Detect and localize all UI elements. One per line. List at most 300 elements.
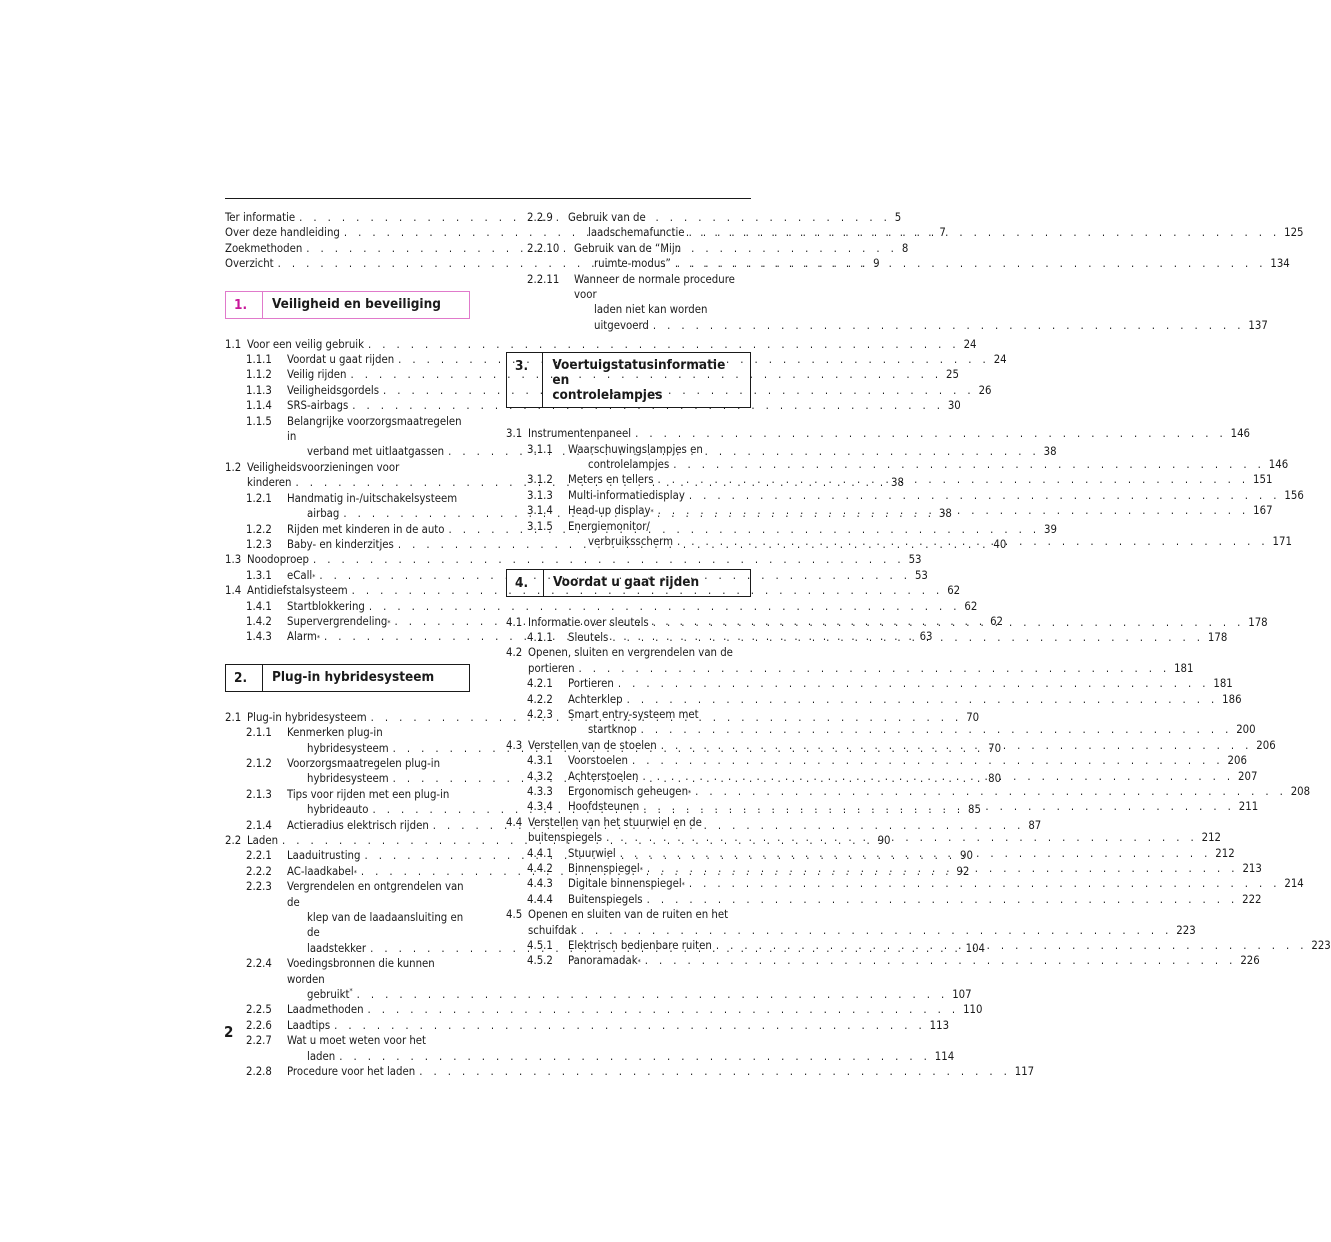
toc-entry xyxy=(506,753,1247,768)
toc-entry-page: 30 xyxy=(947,399,961,413)
section-number: 1. xyxy=(226,292,263,318)
toc-entry-title: buitenspiegels xyxy=(528,831,603,845)
toc-entry-title: ruimte-modus” xyxy=(594,257,671,271)
dot-leader xyxy=(645,953,1237,968)
toc-entry-number: 3.1.1 xyxy=(527,442,553,456)
toc-entry-page: 62 xyxy=(947,584,961,598)
toc-entry-page: 53 xyxy=(908,553,922,567)
toc-entry-title: portieren xyxy=(528,661,575,675)
toc-entry xyxy=(225,1002,983,1017)
toc-entry-page: 25 xyxy=(946,368,959,382)
toc-entry-page: 9 xyxy=(873,257,880,271)
toc-entry-number: 2.2.6 xyxy=(246,1018,272,1032)
toc-entry-title: controlelampjes xyxy=(588,458,670,472)
dot-leader xyxy=(689,488,1281,503)
toc-entry xyxy=(225,599,978,614)
toc-entry-last-line xyxy=(287,1018,950,1033)
toc-entry-title: Achterklep xyxy=(568,692,623,706)
toc-entry-last-line xyxy=(568,753,1247,768)
section-title xyxy=(543,353,750,407)
toc-entry-page: 24 xyxy=(963,337,977,351)
toc-entry-page: 223 xyxy=(1176,923,1196,937)
dot-leader xyxy=(653,319,1245,332)
toc-entry-page: 208 xyxy=(1290,784,1311,798)
section-title: Voordat u gaat rijden xyxy=(553,573,700,590)
toc-entry-title: Veilig rijden xyxy=(287,368,347,382)
toc-entry-page: 178 xyxy=(1207,630,1228,644)
toc-entry-title-line: Openen, sluiten en vergrendelen van de xyxy=(528,646,733,660)
toc-entry xyxy=(506,892,1262,907)
toc-entry-number: 2.2.2 xyxy=(246,864,272,878)
toc-entry-number: 4.4.4 xyxy=(527,892,553,906)
toc-entry-page: 26 xyxy=(978,383,992,397)
toc-section-2-continued-list xyxy=(506,210,1304,333)
toc-entry-title-line: Veiligheidsvoorzieningen voor xyxy=(247,460,400,474)
toc-entry-title: Voorstoelen xyxy=(568,754,628,768)
toc-entry-last-line xyxy=(574,318,1268,333)
toc-entry-page: 206 xyxy=(1256,738,1276,752)
toc-entry-last-line xyxy=(247,583,961,598)
toc-entry-title: Meters en tellers xyxy=(568,473,654,487)
toc-entry-number: 2.2.3 xyxy=(246,880,272,894)
toc-entry-title-line: Vergrendelen en ontgrendelen van de xyxy=(287,880,464,909)
toc-entry-page: 90 xyxy=(959,849,973,863)
toc-entry-last-line xyxy=(287,1064,1035,1079)
toc-entry-number: 2.1.3 xyxy=(246,787,272,801)
toc-entry xyxy=(225,352,1007,367)
toc-entry-page: 70 xyxy=(988,741,1002,755)
section-heading-1 xyxy=(225,291,470,319)
toc-entry-title: Plug-in hybridesysteem xyxy=(247,710,367,724)
toc-entry-page: 53 xyxy=(914,568,928,582)
toc-entry-title-line: laden niet kan worden xyxy=(594,303,708,317)
toc-entry-title: Informatie over sleutels xyxy=(528,615,649,629)
toc-entry-page: 134 xyxy=(1270,257,1290,271)
toc-entry-title: kinderen xyxy=(247,476,292,490)
dot-leader xyxy=(612,630,1204,645)
toc-entry-number: 4.4.3 xyxy=(527,877,553,891)
section-title: Plug-in hybridesysteem xyxy=(272,668,435,685)
toc-entry-title: uitgevoerd xyxy=(594,318,649,332)
toc-entry-last-line: AC-laadkabel * . . . 92 xyxy=(287,864,470,879)
toc-entry-title: Panoramadak xyxy=(568,954,638,968)
toc-entry-title: Portieren xyxy=(568,677,614,691)
dot-leader xyxy=(334,1018,926,1033)
toc-entry xyxy=(506,488,1304,503)
toc-entry-title: Multi-informatiedisplay xyxy=(568,488,685,502)
section-heading-2 xyxy=(225,664,470,692)
toc-entry-number: 2.1 xyxy=(225,710,242,724)
toc-entry-title: Over deze handleiding xyxy=(225,226,340,240)
toc-entry-number: 1.1 xyxy=(225,337,242,351)
toc-entry-number: 2.2.8 xyxy=(246,1065,272,1079)
toc-entry-title-line: Kenmerken plug-in xyxy=(287,726,383,740)
section-number: 4. xyxy=(507,570,544,596)
toc-entry-last-line xyxy=(528,426,1251,441)
section-title: Veiligheid en beveiliging xyxy=(272,295,441,312)
toc-entry-title-line: Gebruik van de xyxy=(568,211,646,224)
toc-entry-last-line xyxy=(287,352,1007,367)
dot-leader xyxy=(419,1064,1011,1079)
toc-entry-title-line: Belangrijke voorzorgsmaatregelen in xyxy=(287,414,462,444)
toc-entry-number: 2.2.11 xyxy=(527,272,560,286)
toc-entry-number: 4.1.1 xyxy=(527,630,553,644)
toc-entry-number: 4.1 xyxy=(506,615,523,629)
toc-entry xyxy=(506,953,1260,968)
toc-entry-number: 4.3.3 xyxy=(527,784,553,798)
dot-leader xyxy=(658,472,1250,490)
toc-entry-title: Overzicht xyxy=(225,257,274,271)
toc-entry-number: 4.3.4 xyxy=(527,800,553,814)
toc-entry-number: 4.4 xyxy=(506,815,523,829)
toc-entry xyxy=(225,1033,955,1064)
toc-entry-page: 181 xyxy=(1213,677,1233,691)
section-number: 3. xyxy=(507,353,543,407)
toc-entry-page: 7 xyxy=(939,226,946,240)
toc-entry-title: Instrumentenpaneel xyxy=(528,427,632,441)
section-heading-3 xyxy=(506,352,751,408)
toc-entry-number: 1.4 xyxy=(225,584,242,598)
toc-entry-title-line: Wat u moet weten voor het xyxy=(287,1034,427,1048)
toc-entry-title: Ter informatie xyxy=(225,211,296,224)
toc-entry-number: 1.4.3 xyxy=(246,630,272,644)
toc-entry-page: 90 xyxy=(877,834,891,847)
toc-entry-title: Sleutels xyxy=(568,630,609,644)
toc-entry-last-line xyxy=(247,552,922,567)
toc-entry-number: 4.5.1 xyxy=(527,939,553,953)
dot-leader xyxy=(339,1050,931,1063)
toc-entry-number: 2.2 xyxy=(225,834,242,847)
toc-entry xyxy=(506,692,1242,707)
toc-entry-last-line xyxy=(287,987,972,1002)
toc-entry-page: 200 xyxy=(1236,723,1256,737)
toc-entry-page: 80 xyxy=(988,772,1002,786)
toc-entry-title: laadschemafunctie xyxy=(588,226,685,240)
dot-leader xyxy=(661,738,1253,753)
toc-entry-number: 4.2.3 xyxy=(527,707,553,721)
toc-entry xyxy=(225,583,961,598)
toc-entry xyxy=(506,876,1304,891)
toc-entry-title-line: Wanneer de normale procedure voor xyxy=(574,272,735,302)
toc-entry-title: Laden xyxy=(247,834,279,847)
toc-entry-title: Digitale binnenspiegel xyxy=(568,877,682,891)
toc-entry-title: Alarm xyxy=(287,630,317,644)
toc-entry-title: Ergonomisch geheugen xyxy=(568,784,689,798)
dot-leader xyxy=(641,723,1233,736)
toc-entry-number: 1.2 xyxy=(225,460,242,474)
toc-entry-last-line xyxy=(528,923,1196,938)
toc-entry-title: Laaduitrusting xyxy=(287,849,361,863)
dot-leader xyxy=(689,226,1281,239)
toc-entry-number: 2.2.1 xyxy=(246,849,272,863)
toc-entry-title: Procedure voor het laden xyxy=(287,1065,416,1079)
toc-entry-number: 3.1.5 xyxy=(527,519,553,533)
toc-entry-page: 151 xyxy=(1253,473,1273,487)
toc-entry-title-line: Voorzorgsmaatregelen plug-in xyxy=(287,756,441,770)
dot-leader xyxy=(695,784,1287,799)
dot-leader xyxy=(673,458,1265,471)
toc-entry-title: Voor een veilig gebruik xyxy=(247,337,365,351)
dot-leader xyxy=(606,831,1198,844)
toc-entry-title-line: Smart entry-systeem met xyxy=(568,707,699,721)
toc-entry-title: Antidiefstalsysteem xyxy=(247,584,348,598)
toc-entry-page: 40 xyxy=(993,537,1007,551)
toc-entry xyxy=(225,398,961,413)
toc-entry-last-line xyxy=(247,337,977,352)
toc-entry-page: 146 xyxy=(1230,427,1251,441)
toc-entry-number: 2.2.5 xyxy=(246,1003,272,1017)
toc-entry-last-line: Supervergrendeling * . . . 62 xyxy=(287,614,470,629)
toc-entry-number: 4.5 xyxy=(506,908,523,922)
toc-entry-title: Elektrisch bedienbare ruiten xyxy=(568,939,712,953)
toc-entry-title: AC-laadkabel xyxy=(287,864,354,878)
toc-entry-number: 2.1.4 xyxy=(246,818,272,832)
toc-entry-title: airbag xyxy=(307,507,340,521)
toc-entry-last-line: Binnenspiegel * . . . 213 xyxy=(568,861,751,876)
toc-entry-number: 4.2 xyxy=(506,646,523,660)
dot-leader xyxy=(368,1002,960,1017)
toc-entry-title: eCall xyxy=(287,568,313,582)
toc-entry-title: Veiligheidsgordels xyxy=(287,383,380,397)
toc-entry xyxy=(225,367,959,382)
toc-entry-last-line: Panoramadak * . . . 226 xyxy=(568,953,751,968)
toc-entry-title: laadstekker xyxy=(307,941,367,955)
toc-entry-page: 107 xyxy=(952,988,972,1002)
toc-entry-number: 1.1.3 xyxy=(246,383,272,397)
toc-entry-number: 1.4.1 xyxy=(246,599,272,613)
toc-entry-title: Baby- en kinderzitjes xyxy=(287,537,394,551)
dot-leader xyxy=(658,503,1250,521)
dot-leader xyxy=(357,988,949,1001)
toc-entry-number: 4.4.1 xyxy=(527,846,553,860)
toc-entry-title-line: Energiemonitor/ xyxy=(568,519,650,533)
toc-entry-page: 186 xyxy=(1222,692,1242,706)
toc-entry-number: 2.2.7 xyxy=(246,1034,272,1048)
toc-entry-page: 214 xyxy=(1284,877,1304,891)
toc-entry xyxy=(225,1064,1035,1079)
toc-entry-title: hybridesysteem xyxy=(307,741,389,755)
toc-entry xyxy=(506,907,1196,938)
toc-entry xyxy=(225,1018,950,1033)
toc-entry-title: Stuurwiel xyxy=(568,846,616,860)
toc-entry-page: 85 xyxy=(968,803,981,817)
toc-entry-page: 156 xyxy=(1284,488,1304,502)
toc-entry-page: 125 xyxy=(1284,226,1304,240)
toc-entry-number: 1.4.2 xyxy=(246,614,272,628)
toc-entry-title-line: Handmatig in-/uitschakelsysteem xyxy=(287,491,458,505)
dot-leader xyxy=(647,861,1239,876)
toc-entry-title-line: Voedingsbronnen die kunnen worden xyxy=(287,957,435,986)
toc-entry-last-line xyxy=(568,692,1242,707)
dot-leader xyxy=(642,769,1234,784)
toc-entry-title-line: Tips voor rijden met een plug-in xyxy=(287,787,450,801)
toc-entry-number: 3.1.4 xyxy=(527,504,553,518)
dot-leader xyxy=(675,257,1267,270)
toc-entry-number: 4.5.2 xyxy=(527,954,553,968)
toc-entry-title: Laadtips xyxy=(287,1018,331,1032)
toc-entry-last-line xyxy=(568,722,1256,737)
toc-entry-number: 1.2.1 xyxy=(246,491,272,505)
dot-leader xyxy=(632,753,1224,768)
toc-entry-title-line: klep van de laadaansluiting en de xyxy=(307,911,464,940)
toc-entry xyxy=(506,784,1311,799)
footnote-marker: * xyxy=(349,987,353,996)
toc-entry-last-line xyxy=(287,1002,983,1017)
dot-leader xyxy=(627,692,1219,707)
toc-entry xyxy=(506,241,1290,272)
dot-leader xyxy=(620,846,1212,861)
dot-leader xyxy=(581,924,1173,937)
toc-entry xyxy=(225,552,922,567)
toc-entry-last-line xyxy=(568,488,1304,503)
toc-entry-number: 2.2.4 xyxy=(246,957,272,971)
dot-leader xyxy=(716,938,1308,953)
toc-entry-page: 117 xyxy=(1014,1065,1035,1079)
toc-entry-last-line xyxy=(287,599,978,614)
dot-leader xyxy=(689,876,1281,891)
toc-entry-title: Startblokkering xyxy=(287,599,365,613)
toc-entry-number: 4.3.1 xyxy=(527,754,553,768)
toc-entry-page: 211 xyxy=(1238,800,1259,814)
toc-entry-page: 181 xyxy=(1174,661,1194,675)
toc-entry-page: 222 xyxy=(1242,892,1262,906)
toc-entry-page: 87 xyxy=(1028,818,1042,832)
toc-entry-page: 38 xyxy=(938,507,952,521)
toc-entry-page: 167 xyxy=(1253,504,1273,518)
toc-entry xyxy=(506,272,1268,334)
toc-entry-title: verbruiksscherm xyxy=(588,535,673,549)
toc-entry-title: Laadmethoden xyxy=(287,1003,364,1017)
section-heading-4 xyxy=(506,569,751,597)
toc-entry-page: 171 xyxy=(1272,535,1292,549)
toc-entry-last-line xyxy=(287,398,961,413)
toc-entry-number: 1.2.2 xyxy=(246,522,272,536)
toc-entry-number: 3.1.2 xyxy=(527,473,553,487)
toc-entry-number: 3.1 xyxy=(506,427,523,441)
section-title-line: Voertuigstatusinformatie en xyxy=(552,357,726,389)
dot-leader xyxy=(647,892,1239,907)
toc-entry-page: 63 xyxy=(919,630,933,644)
toc-entry-page: 207 xyxy=(1238,769,1258,783)
toc-entry-title: schuifdak xyxy=(528,923,577,937)
toc-entry-number: 4.2.2 xyxy=(527,692,553,706)
toc-entry-page: 114 xyxy=(934,1049,955,1063)
toc-entry-number: 4.3.2 xyxy=(527,769,553,783)
toc-entry-page: 226 xyxy=(1240,954,1260,968)
toc-entry-last-line: eCall * . . . 53 xyxy=(287,568,470,583)
toc-entry-last-line xyxy=(287,1049,955,1064)
toc-entry-title: Actieradius elektrisch rijden xyxy=(287,818,429,832)
toc-entry-number: 4.4.2 xyxy=(527,862,553,875)
toc-entry-number: 2.1.1 xyxy=(246,726,272,740)
toc-entry-last-line xyxy=(568,225,1304,240)
toc-entry-number: 4.2.1 xyxy=(527,677,553,691)
toc-entry-title: Achterstoelen xyxy=(568,769,639,783)
toc-entry-page: 92 xyxy=(956,864,970,878)
toc-entry-page: 62 xyxy=(964,599,978,613)
toc-entry-title: Head-up display xyxy=(568,504,651,518)
toc-entry-number: 1.1.4 xyxy=(246,399,272,413)
dot-leader xyxy=(579,662,1171,675)
toc-entry-title: laden xyxy=(307,1049,336,1063)
toc-entry-page: 110 xyxy=(963,1003,983,1017)
toc-entry-last-line: Alarm * . . . 63 xyxy=(287,629,470,644)
toc-entry-last-line xyxy=(568,892,1262,907)
toc-entry-number: 2.1.2 xyxy=(246,756,272,770)
toc-entry-page: 206 xyxy=(1227,754,1247,768)
toc-entry-title: startknop xyxy=(588,723,637,737)
toc-entry-number: 1.1.1 xyxy=(246,353,272,367)
dot-leader xyxy=(677,535,1269,548)
toc-entry xyxy=(506,676,1233,691)
toc-entry-last-line: Head-up display * . . . 167 xyxy=(568,503,751,518)
toc-entry-title: Zoekmethoden xyxy=(225,241,303,255)
toc-entry-last-line xyxy=(568,676,1233,691)
toc-entry-page: 213 xyxy=(1242,862,1262,875)
section-title-line: controlelampjes xyxy=(552,387,663,404)
toc-entry xyxy=(506,645,1194,676)
toc-entry-page: 8 xyxy=(901,241,909,255)
toc-entry xyxy=(506,426,1251,441)
toc-entry-number: 4.3 xyxy=(506,738,523,752)
toc-entry-title: SRS-airbags xyxy=(287,399,349,413)
toc-entry-page: 62 xyxy=(990,614,1003,628)
toc-entry-page: 70 xyxy=(966,710,980,724)
toc-entry xyxy=(225,337,977,352)
toc-entry-last-line: Ergonomisch geheugen * . . . 208 xyxy=(568,784,751,799)
toc-entry-title: Rijden met kinderen in de auto xyxy=(287,522,445,536)
top-rule xyxy=(225,198,751,199)
toc-entry-last-line xyxy=(528,661,1194,676)
toc-entry-title: Buitenspiegels xyxy=(568,892,643,906)
dot-leader xyxy=(653,615,1245,630)
toc-entry-title: hybridesysteem xyxy=(307,772,389,786)
toc-entry-title: Binnenspiegel xyxy=(568,862,640,875)
toc-entry-number: 2.2.10 xyxy=(527,241,560,255)
toc-entry-number: 1.3 xyxy=(225,553,242,567)
toc-entry-last-line xyxy=(568,457,1289,472)
toc-entry-page: 38 xyxy=(1043,445,1057,459)
toc-entry-last-line xyxy=(287,367,959,382)
toc-entry-number: 3.1.3 xyxy=(527,488,553,502)
toc-entry-page: 39 xyxy=(1044,522,1057,536)
toc-entry-number: 1.2.3 xyxy=(246,537,272,551)
toc-entry-title: hybrideauto xyxy=(307,803,369,817)
toc-entry-page: 24 xyxy=(993,353,1007,367)
toc-entry-title: Noodoproep xyxy=(247,553,310,567)
toc-entry-page: 212 xyxy=(1201,831,1222,845)
toc-entry-title-line: Waarschuwingslampjes en xyxy=(568,442,703,456)
page-number: 2 xyxy=(224,1023,234,1041)
dot-leader xyxy=(635,426,1227,441)
toc-entry xyxy=(506,210,1304,241)
toc-entry-title-line: Verstellen van het stuurwiel en de xyxy=(528,815,702,829)
toc-entry-page: 38 xyxy=(891,476,904,490)
toc-entry-title: Supervergrendeling xyxy=(287,614,388,628)
toc-entry-page: 5 xyxy=(894,211,902,224)
toc-entry-title: Verstellen van de stoelen xyxy=(528,738,657,752)
section-number: 2. xyxy=(226,665,263,691)
toc-entry-page: 223 xyxy=(1311,939,1331,953)
toc-entry-title: Voordat u gaat rijden xyxy=(287,353,395,367)
toc-entry-title: verband met uitlaatgassen xyxy=(307,445,445,459)
toc-entry-page: 178 xyxy=(1248,615,1268,629)
dot-leader xyxy=(643,799,1235,817)
toc-entry-number: 1.3.1 xyxy=(246,568,272,582)
toc-entry-number: 2.2.9 xyxy=(527,211,553,224)
toc-entry-page: 104 xyxy=(965,941,986,955)
toc-entry-title: gebruikt xyxy=(307,988,350,1002)
